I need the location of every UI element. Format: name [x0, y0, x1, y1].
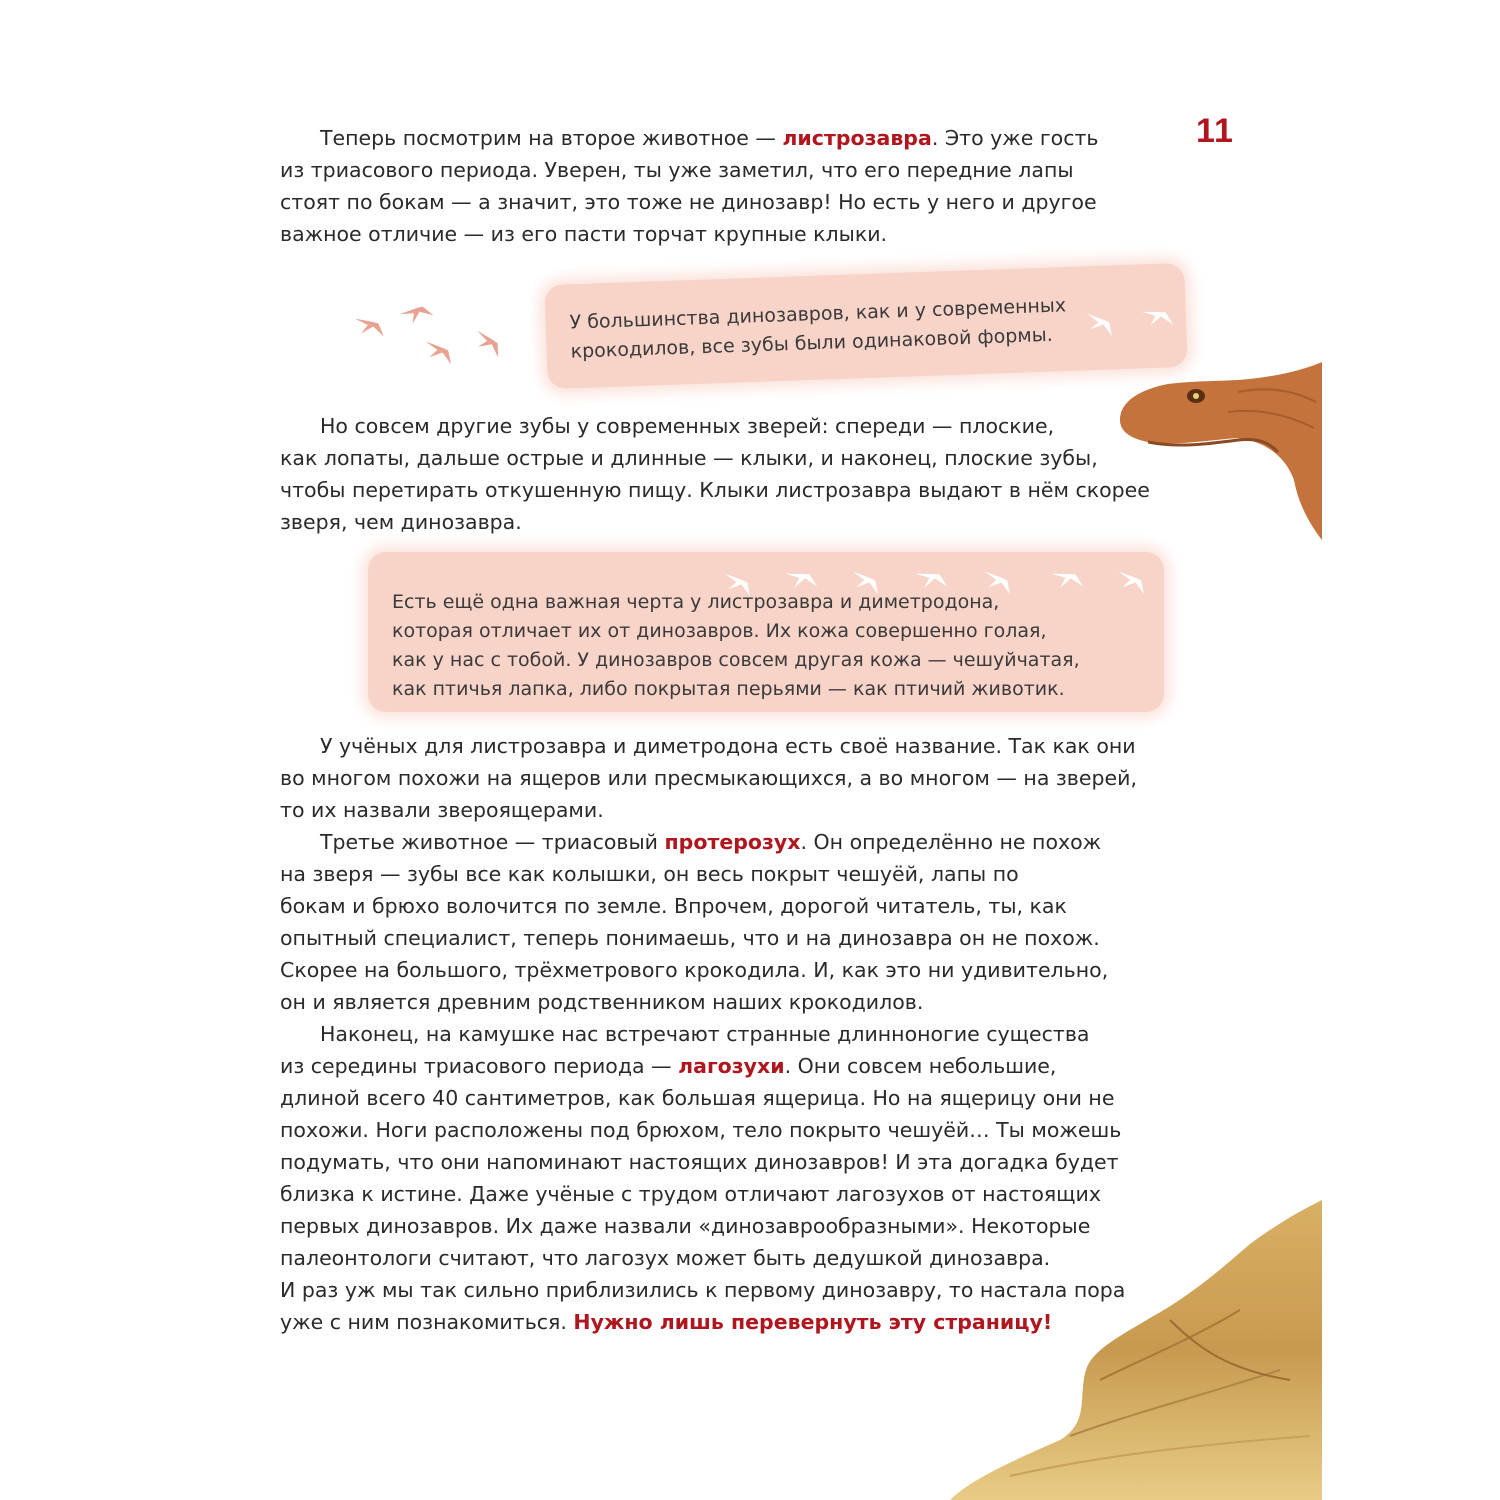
text-line: он и является древним родственником наших крокодилов. — [280, 990, 924, 1014]
text-line: то их назвали звероящерами. — [280, 798, 604, 822]
text-line: уже с ним познакомиться. Нужно лишь перевернуть эту страницу! — [280, 1310, 1053, 1334]
text-line: подумать, что они напоминают настоящих динозавров! И эта догадка будет — [280, 1150, 1119, 1174]
text-line: как у нас с тобой. У динозавров совсем другая кожа — чешуйчатая, — [392, 649, 1080, 671]
text-line: Третье животное — триасовый протерозух. Он определённо не похож — [320, 830, 1102, 854]
text-line: стоят по бокам — а значит, это тоже не динозавр! Но есть у него и другое — [280, 190, 1097, 214]
text-line: из триасового периода. Уверен, ты уже заметил, что его передние лапы — [280, 158, 1074, 182]
text-line: Наконец, на камушке нас встречают странные длинноногие существа — [320, 1022, 1090, 1046]
text-line: как лопаты, дальше острые и длинные — клыки, и наконец, плоские зубы, — [280, 446, 1098, 470]
text-line: на зверя — зубы все как колышки, он весь покрыт чешуёй, лапы по — [280, 862, 1019, 886]
text-line: чтобы перетирать откушенную пищу. Клыки листрозавра выдают в нём скорее — [280, 478, 1150, 502]
text-line: из середины триасового периода — лагозухи. Они совсем небольшие, — [280, 1054, 1057, 1078]
text-line: близка к истине. Даже учёные с трудом отличают лагозухов от настоящих — [280, 1182, 1101, 1206]
text-line: первых динозавров. Их даже назвали «динозаврообразными». Некоторые — [280, 1214, 1091, 1238]
text-line: Скорее на большого, трёхметрового крокодила. И, как это ни удивительно, — [280, 958, 1109, 982]
page-number: 11 — [1196, 112, 1234, 150]
paragraph-therapsids — [280, 730, 1137, 826]
text-line: Теперь посмотрим на второе животное — листрозавра. Это уже гость — [320, 126, 1099, 150]
term-lystrosaurus: листрозавра — [782, 126, 932, 150]
rock-illustration — [950, 1200, 1322, 1500]
text-line: как птичья лапка, либо покрытая перьями — как птичий животик. — [392, 678, 1065, 700]
text-line: И раз уж мы так сильно приблизились к первому динозавру, то настала пора — [280, 1278, 1126, 1302]
text-line: зверя, чем динозавра. — [280, 510, 522, 534]
paragraph-proterosuchus — [280, 826, 1108, 1018]
paragraph-teeth — [280, 410, 1150, 538]
text-line: во многом похожи на ящеров или пресмыкающихся, а во многом — на зверей, — [280, 766, 1137, 790]
term-proterosuchus: протерозух — [664, 830, 801, 854]
text-line: важное отличие — из его пасти торчат крупные клыки. — [280, 222, 888, 246]
text-line: Есть ещё одна важная черта у листрозавра и диметродона, — [392, 591, 1000, 613]
footprints-left — [345, 288, 525, 378]
text-line: опытный специалист, теперь понимаешь, что и на динозавра он не похож. — [280, 926, 1100, 950]
term-lagosuchus: лагозухи — [678, 1054, 785, 1078]
text-line: У большинства динозавров, как и у современных — [569, 294, 1067, 334]
text-line: У учёных для листрозавра и диметродона есть своё название. Так как они — [320, 734, 1136, 758]
footprints-callout1 — [1080, 290, 1190, 340]
text-line: длиной всего 40 сантиметров, как большая ящерица. Но на ящерицу они не — [280, 1086, 1115, 1110]
callout-skin — [392, 588, 1080, 704]
text-line: бокам и брюхо волочится по земле. Впрочем, дорогой читатель, ты, как — [280, 894, 1067, 918]
text-line: Но совсем другие зубы у современных зверей: спереди — плоские, — [320, 414, 1055, 438]
text-line: палеонтологи считают, что лагозух может быть дедушкой динозавра. — [280, 1246, 1051, 1270]
paragraph-lystrosaurus — [280, 122, 1099, 250]
text-line: похожи. Ноги расположены под брюхом, тело покрыто чешуёй… Ты можешь — [280, 1118, 1122, 1142]
turn-page-callout: Нужно лишь перевернуть эту страницу! — [573, 1310, 1053, 1334]
text-line: которая отличает их от динозавров. Их кожа совершенно голая, — [392, 620, 1047, 642]
text-line: крокодилов, все зубы были одинаковой формы. — [570, 323, 1054, 363]
